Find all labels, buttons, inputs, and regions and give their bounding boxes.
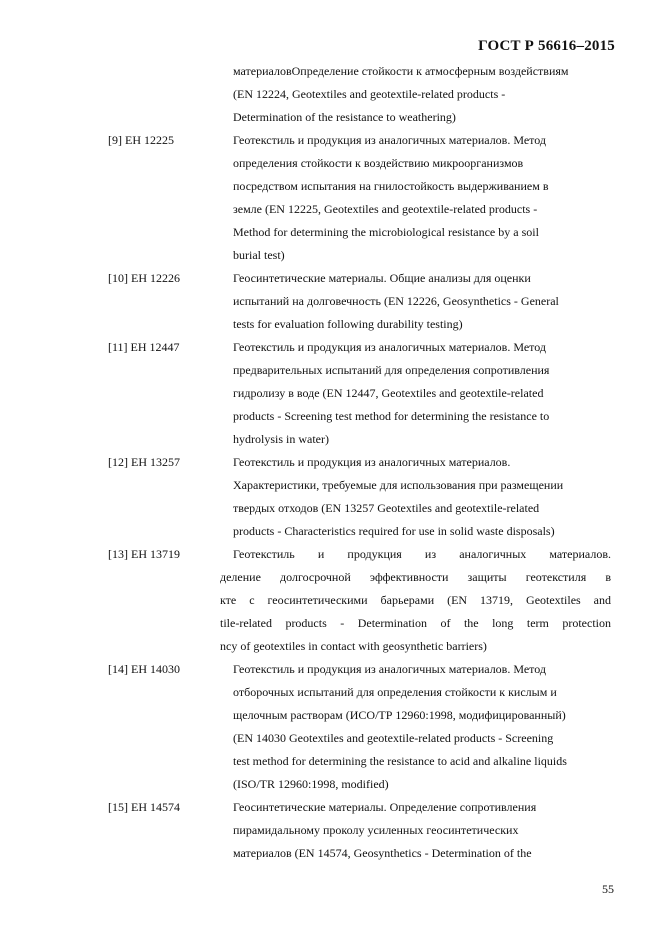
- bibliography: [0, 60, 661, 865]
- text-line: щелочным растворам (ИСО/ТР 12960:1998, модифицированный): [233, 708, 566, 722]
- reference-text: [233, 658, 611, 796]
- text-line: products - Screening test method for determining the resistance to: [233, 409, 550, 423]
- page-header-standard: ГОСТ Р 56616–2015: [478, 38, 615, 54]
- text-line: деление долгосрочной эффективности защиты геотекстиля в: [220, 570, 611, 584]
- reference-text: [233, 129, 611, 267]
- reference-code: [15] ЕН 14574: [108, 800, 180, 814]
- text-line: (ISO/TR 12960:1998, modified): [233, 777, 389, 791]
- text-line: Геотекстиль и продукция из аналогичных материалов.: [233, 455, 511, 469]
- text-line: Геотекстиль и продукция из аналогичных материалов. Метод: [233, 662, 547, 676]
- text-line: пирамидальному проколу усиленных геосинтетических: [233, 823, 519, 837]
- reference-code: [10] ЕН 12226: [108, 271, 180, 285]
- text-line: products - Characteristics required for use in solid waste disposals): [233, 524, 555, 538]
- text-line: посредством испытания на гнилостойкость выдерживанием в: [233, 179, 549, 193]
- reference-entry-11: [0, 336, 661, 451]
- text-line: предварительных испытаний для определения сопротивления: [233, 363, 550, 377]
- reference-entry-12: [0, 451, 661, 543]
- text-line: Геотекстиль и продукция из аналогичных материалов. Метод: [233, 133, 547, 147]
- reference-code: [14] ЕН 14030: [108, 662, 180, 676]
- text-line: кте с геосинтетическими барьерами (EN 13719, Geotextiles and: [220, 593, 611, 607]
- reference-entry-13: [0, 543, 661, 658]
- reference-code: [11] ЕН 12447: [108, 340, 180, 354]
- text-line: ncy of geotextiles in contact with geosynthetic barriers): [220, 639, 487, 653]
- text-line: (EN 12224, Geotextiles and geotextile-related products -: [233, 87, 506, 101]
- reference-text: [0, 543, 661, 658]
- continuation-text: [233, 60, 611, 129]
- reference-entry-9: [0, 129, 661, 267]
- reference-text: [233, 336, 611, 451]
- text-line: test method for determining the resistance to acid and alkaline liquids: [233, 754, 567, 768]
- text-line: tests for evaluation following durability testing): [233, 317, 463, 331]
- reference-code: [9] ЕН 12225: [108, 133, 174, 147]
- reference-code: [13] ЕН 13719: [108, 547, 180, 561]
- page-number: 55: [602, 882, 614, 896]
- text-line: Характеристики, требуемые для использования при размещении: [233, 478, 564, 492]
- text-line: Геотекстиль и продукция из аналогичных материалов.: [233, 547, 611, 561]
- text-line: Геосинтетические материалы. Определение сопротивления: [233, 800, 537, 814]
- text-line: tile-related products - Determination of the long term protection: [220, 616, 611, 630]
- text-line: гидролизу в воде (EN 12447, Geotextiles and geotextile-related: [233, 386, 544, 400]
- text-line: отборочных испытаний для определения стойкости к кислым и: [233, 685, 557, 699]
- text-line: земле (EN 12225, Geotextiles and geotextile-related products -: [233, 202, 538, 216]
- text-line: burial test): [233, 248, 285, 262]
- reference-text: [233, 451, 611, 543]
- reference-code: [12] ЕН 13257: [108, 455, 180, 469]
- reference-text: [233, 796, 611, 865]
- text-line: испытаний на долговечность (EN 12226, Geosynthetics - General: [233, 294, 559, 308]
- text-line: Method for determining the microbiological resistance by a soil: [233, 225, 539, 239]
- reference-entry-15: [0, 796, 661, 865]
- reference-text: [233, 267, 611, 336]
- continuation-entry: [0, 60, 661, 129]
- text-line: твердых отходов (EN 13257 Geotextiles and geotextile-related: [233, 501, 540, 515]
- text-line: определения стойкости к воздействию микроорганизмов: [233, 156, 524, 170]
- text-line: (EN 14030 Geotextiles and geotextile-related products - Screening: [233, 731, 554, 745]
- text-line: материаловОпределение стойкости к атмосферным воздействиям: [233, 64, 569, 78]
- reference-entry-10: [0, 267, 661, 336]
- text-line: Геосинтетические материалы. Общие анализы для оценки: [233, 271, 531, 285]
- reference-entry-14: [0, 658, 661, 796]
- text-line: hydrolysis in water): [233, 432, 329, 446]
- text-line: Determination of the resistance to weathering): [233, 110, 456, 124]
- text-line: Геотекстиль и продукция из аналогичных материалов. Метод: [233, 340, 547, 354]
- text-line: материалов (EN 14574, Geosynthetics - Determination of the: [233, 846, 532, 860]
